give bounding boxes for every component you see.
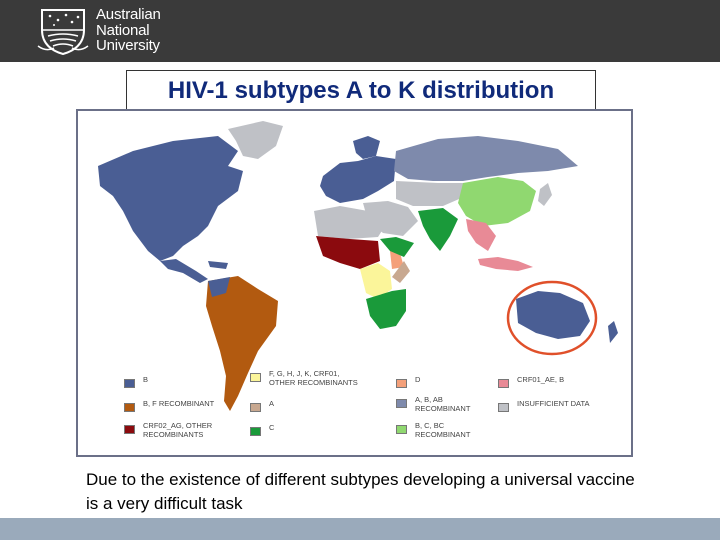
legend-label: INSUFFICIENT DATA — [517, 399, 590, 408]
legend-label: F, G, H, J, K, CRF01, OTHER RECOMBINANTS — [269, 369, 358, 387]
region-central-asia — [396, 181, 466, 206]
legend-label: D — [415, 375, 421, 384]
legend-swatch — [498, 379, 509, 388]
university-name-line3: University — [96, 37, 160, 54]
university-name — [96, 7, 161, 54]
region-russia — [394, 136, 578, 181]
legend-label: CRF02_AG, OTHER RECOMBINANTS — [143, 421, 213, 439]
region-scandinavia — [353, 136, 380, 159]
region-south-america — [206, 276, 278, 411]
legend-swatch — [396, 399, 407, 408]
legend-label: C — [269, 423, 275, 432]
university-name-line2: National — [96, 21, 150, 39]
legend-swatch — [396, 425, 407, 434]
legend-label: A, B, AB RECOMBINANT — [415, 395, 471, 413]
region-new-zealand — [608, 321, 618, 343]
region-europe — [320, 156, 396, 203]
university-name-line1: Australian — [96, 6, 161, 23]
slide-caption: Due to the existence of different subtypes developing a universal vaccine is a very difficult task — [86, 470, 635, 513]
header-bar — [0, 0, 720, 62]
legend-swatch — [396, 379, 407, 388]
region-west-africa — [316, 236, 380, 269]
region-japan — [538, 183, 552, 206]
legend-swatch — [250, 427, 261, 436]
legend-label: A — [269, 399, 275, 408]
map-figure — [76, 109, 633, 457]
legend-swatch — [124, 403, 135, 412]
slide-title-box — [126, 70, 596, 110]
legend-swatch — [250, 373, 261, 382]
legend-label: B — [143, 375, 149, 384]
region-horn-africa — [380, 237, 414, 257]
slide-title: HIV-1 subtypes A to K distribution — [167, 77, 555, 104]
region-australia — [516, 291, 590, 339]
university-crest-icon — [36, 6, 90, 56]
region-india — [418, 208, 458, 251]
legend-swatch — [250, 403, 261, 412]
legend-swatch — [498, 403, 509, 412]
region-north-america — [98, 136, 243, 261]
region-china — [458, 177, 536, 226]
legend-label: B, F RECOMBINANT — [143, 399, 215, 408]
region-central-america — [160, 259, 208, 283]
region-indonesia — [478, 257, 533, 271]
legend-label: CRF01_AE, B — [517, 375, 565, 384]
region-caribbean — [208, 261, 228, 269]
legend-swatch — [124, 379, 135, 388]
legend-label: B, C, BC RECOMBINANT — [415, 421, 471, 439]
footer-bar — [0, 518, 720, 540]
legend-swatch — [124, 425, 135, 434]
